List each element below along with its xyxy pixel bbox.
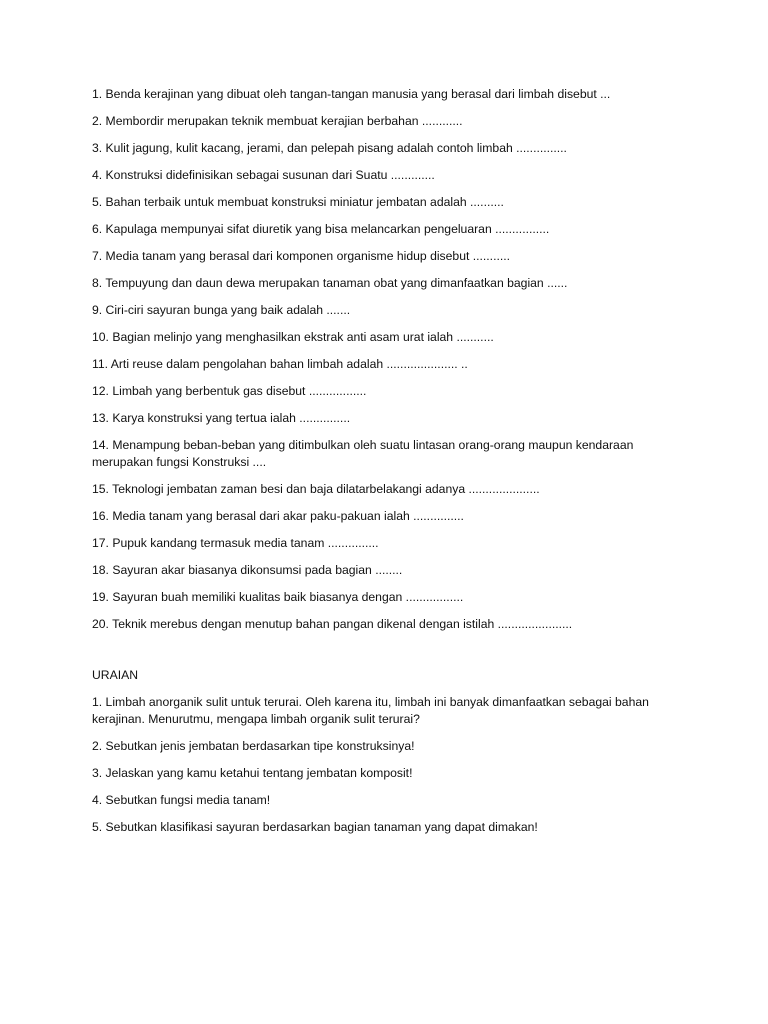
essay-question: 1. Limbah anorganik sulit untuk terurai. Oleh karena itu, limbah ini banyak dimanfaatkan sebagai bahan kerajinan. Menurutmu, mengapa limbah organik sulit terurai? bbox=[92, 695, 649, 726]
question-item: 13. Karya konstruksi yang tertua ialah ............... bbox=[92, 411, 351, 425]
essay-section bbox=[92, 667, 682, 836]
question-list bbox=[92, 86, 682, 633]
question-item: 7. Media tanam yang berasal dari komponen organisme hidup disebut ........... bbox=[92, 249, 510, 263]
question-item: 14. Menampung beban-beban yang ditimbulkan oleh suatu lintasan orang-orang maupun kendaraan merupakan fungsi Konstruksi .... bbox=[92, 438, 634, 469]
question-item: 2. Membordir merupakan teknik membuat kerajian berbahan ............ bbox=[92, 114, 463, 128]
question-item: 19. Sayuran buah memiliki kualitas baik biasanya dengan ................. bbox=[92, 590, 464, 604]
question-item: 18. Sayuran akar biasanya dikonsumsi pada bagian ........ bbox=[92, 563, 403, 577]
question-item: 12. Limbah yang berbentuk gas disebut ................. bbox=[92, 384, 367, 398]
document-page bbox=[92, 86, 682, 846]
question-item: 11. Arti reuse dalam pengolahan bahan limbah adalah ..................... .. bbox=[92, 357, 468, 371]
question-item: 9. Ciri-ciri sayuran bunga yang baik adalah ....... bbox=[92, 303, 351, 317]
essay-question: 4. Sebutkan fungsi media tanam! bbox=[92, 793, 271, 807]
question-item: 1. Benda kerajinan yang dibuat oleh tangan-tangan manusia yang berasal dari limbah disebut ... bbox=[92, 87, 611, 101]
question-item: 5. Bahan terbaik untuk membuat konstruksi miniatur jembatan adalah .......... bbox=[92, 195, 504, 209]
essay-question: 2. Sebutkan jenis jembatan berdasarkan tipe konstruksinya! bbox=[92, 739, 415, 753]
section-title: URAIAN bbox=[92, 668, 139, 682]
question-item: 17. Pupuk kandang termasuk media tanam ............... bbox=[92, 536, 379, 550]
question-item: 15. Teknologi jembatan zaman besi dan baja dilatarbelakangi adanya ..................... bbox=[92, 482, 540, 496]
question-item: 10. Bagian melinjo yang menghasilkan ekstrak anti asam urat ialah ........... bbox=[92, 330, 494, 344]
question-item: 4. Konstruksi didefinisikan sebagai susunan dari Suatu ............. bbox=[92, 168, 435, 182]
essay-question: 5. Sebutkan klasifikasi sayuran berdasarkan bagian tanaman yang dapat dimakan! bbox=[92, 820, 538, 834]
question-item: 6. Kapulaga mempunyai sifat diuretik yang bisa melancarkan pengeluaran ................ bbox=[92, 222, 550, 236]
question-item: 20. Teknik merebus dengan menutup bahan pangan dikenal dengan istilah ...................... bbox=[92, 617, 573, 631]
essay-question: 3. Jelaskan yang kamu ketahui tentang jembatan komposit! bbox=[92, 766, 413, 780]
question-item: 8. Tempuyung dan daun dewa merupakan tanaman obat yang dimanfaatkan bagian ...... bbox=[92, 276, 568, 290]
question-item: 3. Kulit jagung, kulit kacang, jerami, dan pelepah pisang adalah contoh limbah ............... bbox=[92, 141, 567, 155]
question-item: 16. Media tanam yang berasal dari akar paku-pakuan ialah ............... bbox=[92, 509, 464, 523]
